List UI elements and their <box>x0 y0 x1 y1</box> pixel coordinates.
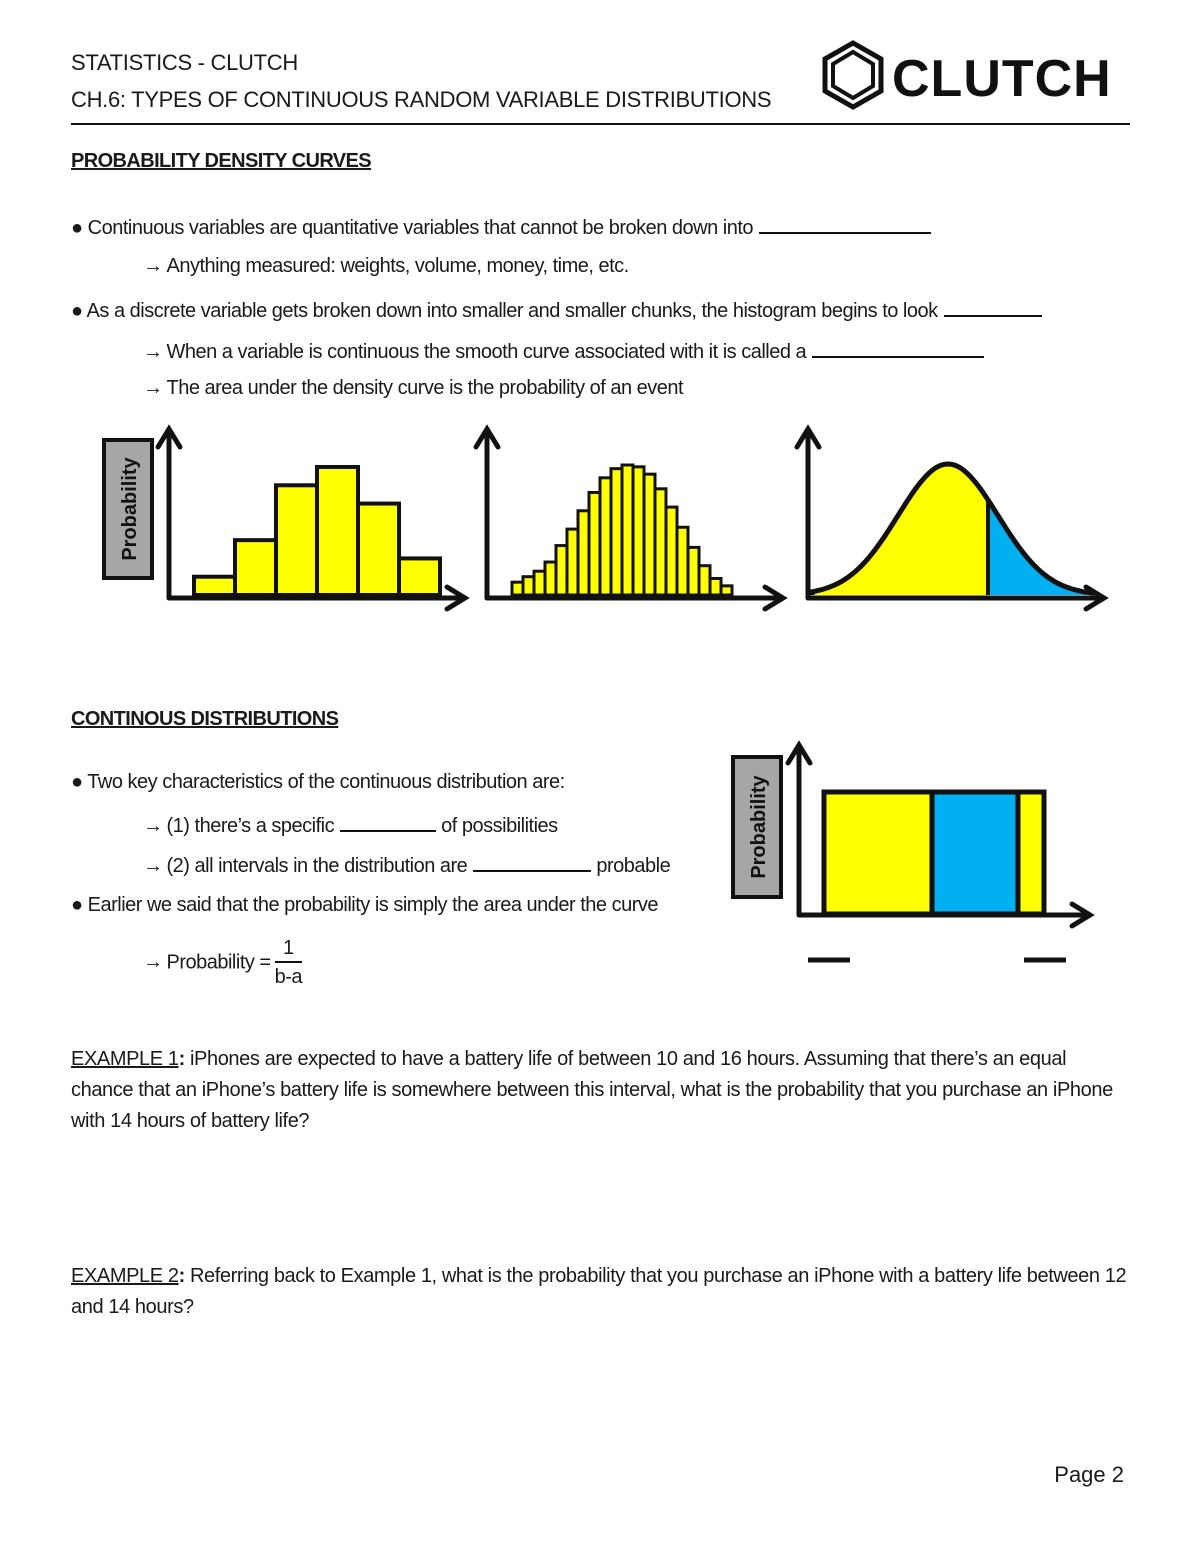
chart1-bars <box>194 467 440 595</box>
chart2-bar <box>633 467 644 595</box>
header-divider <box>71 123 1130 125</box>
sub-specific-range: → (1) there’s a specific of possibilities <box>143 812 558 838</box>
y-axis-label: Probability <box>119 457 141 561</box>
bullet-discrete-variable: ● As a discrete variable gets broken down into smaller and smaller chunks, the histogram begins to look <box>71 297 1042 323</box>
probability-formula: → Probability = $\frac{1}{b-a}$ <box>143 935 302 991</box>
bullet-continuous-variables: ● Continuous variables are quantitative variables that cannot be broken down into <box>71 214 931 240</box>
chart2-bar <box>666 507 677 595</box>
chart2-bar <box>600 478 611 595</box>
chart2-bar <box>688 547 699 595</box>
curve-area-yellow <box>812 464 988 595</box>
chart3-curve <box>812 464 1094 595</box>
chart2-bar <box>611 469 622 595</box>
hexagon-logo-icon <box>825 43 881 107</box>
sub-smooth-curve: → When a variable is continuous the smooth curve associated with it is called a <box>143 338 984 364</box>
bullet-two-characteristics: ● Two key characteristics of the continuous distribution are: <box>71 771 565 793</box>
chart2-bar <box>512 582 523 595</box>
example-2-label: EXAMPLE 2 <box>71 1265 179 1287</box>
formula-fraction: $\frac{1}{b-a}$ <box>274 937 303 988</box>
example-1: EXAMPLE 1: iPhones are expected to have a battery life of between 10 and 16 hours. Assuming that there’s an equal chance that an iPhone’s battery life is somewhere between this interval, what is the probability that you purchase an iPhone with 14 hours of battery life? <box>71 1048 1113 1132</box>
chart2-bar <box>710 579 721 595</box>
fill-blank-4 <box>340 812 436 832</box>
arrow-right-icon: → <box>143 377 163 399</box>
bullet-icon: ● <box>71 217 88 239</box>
probability-label-box <box>733 757 781 897</box>
probability-label-box <box>104 440 152 578</box>
arrow-right-icon: → <box>143 255 163 277</box>
y-axis-label: Probability <box>748 775 770 879</box>
course-title: STATISTICS - CLUTCH <box>71 50 298 75</box>
chart2-bar <box>578 511 589 595</box>
example-1-text: iPhones are expected to have a battery life of between 10 and 16 hours. Assuming that there’s an equal chance that an iPhone’s battery life is somewhere between this interval, what is the probability that you purchase an iPhone with 14 hours of battery life? <box>71 1048 1113 1132</box>
curve-area-blue-tail <box>988 500 1094 595</box>
chart1-bar <box>194 577 235 595</box>
density-charts <box>90 415 1120 625</box>
section-title-density-curves: PROBABILITY DENSITY CURVES <box>71 150 372 172</box>
fill-blank-1 <box>759 214 931 234</box>
chart2-bar <box>699 566 710 595</box>
arrow-right-icon: → <box>143 855 163 877</box>
chart1-bar <box>399 558 440 595</box>
sub-anything-measured: → Anything measured: weights, volume, money, time, etc. <box>143 255 629 277</box>
chart2-bar <box>721 586 732 595</box>
clutch-logo <box>820 38 1132 112</box>
chart2-bar <box>655 489 666 595</box>
bullet-area-under-curve: ● Earlier we said that the probability is simply the area under the curve <box>71 894 658 916</box>
fill-blank-5 <box>473 852 591 872</box>
page-number: Page 2 <box>1054 1462 1124 1487</box>
sub-equally-probable: → (2) all intervals in the distribution are probable <box>143 852 670 878</box>
example-2: EXAMPLE 2: Referring back to Example 1, what is the probability that you purchase an iPhone with a battery life between 12 and 14 hours? <box>71 1265 1127 1318</box>
example-1-label: EXAMPLE 1 <box>71 1048 179 1070</box>
bullet-icon: ● <box>71 300 87 322</box>
chapter-title: CH.6: TYPES OF CONTINUOUS RANDOM VARIABLE DISTRIBUTIONS <box>71 87 772 112</box>
chart2-bars <box>512 465 732 595</box>
chart1-bar <box>276 485 317 595</box>
chart2-bar <box>545 562 556 595</box>
uniform-rect <box>824 792 1044 914</box>
arrow-right-icon: → <box>143 341 163 363</box>
chart2-bar <box>677 527 688 595</box>
bullet-icon: ● <box>71 771 88 793</box>
logo-text: CLUTCH <box>892 50 1112 108</box>
bullet-icon: ● <box>71 894 88 916</box>
chart1-bar <box>358 504 399 595</box>
arrow-right-icon: → <box>143 815 163 837</box>
chart2-bar <box>644 474 655 595</box>
chart2-bar <box>589 492 600 595</box>
chart1-bar <box>317 467 358 595</box>
chart2-bar <box>534 571 545 595</box>
fill-blank-3 <box>812 338 984 358</box>
chart1-bar <box>235 540 276 595</box>
fill-blank-2 <box>944 297 1042 317</box>
arrow-right-icon: → <box>143 951 163 974</box>
chart2-bar <box>556 546 567 595</box>
sub-area-under-curve: → The area under the density curve is the probability of an event <box>143 377 684 399</box>
chart2-bar <box>622 465 633 595</box>
example-2-text: Referring back to Example 1, what is the probability that you purchase an iPhone with a battery life between 12 and 14 hours? <box>71 1265 1127 1318</box>
section-title-continuous-distributions: CONTINOUS DISTRIBUTIONS <box>71 708 339 730</box>
chart2-bar <box>523 577 534 595</box>
uniform-chart <box>728 735 1108 975</box>
chart2-bar <box>567 529 578 595</box>
